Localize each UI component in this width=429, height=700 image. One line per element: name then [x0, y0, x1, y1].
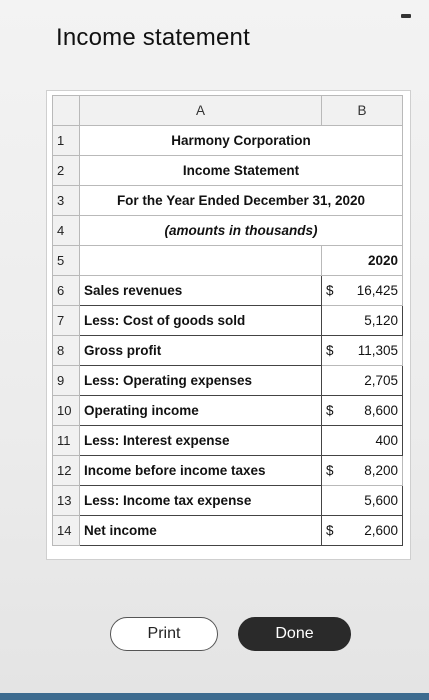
- row-number: 2: [53, 156, 80, 186]
- value-cell[interactable]: [322, 336, 403, 366]
- table-row: [53, 156, 403, 186]
- units-note-cell[interactable]: (amounts in thousands): [80, 216, 403, 246]
- table-row: [53, 516, 403, 546]
- amount: 8,200: [364, 463, 398, 478]
- table-row: [53, 366, 403, 396]
- dollar-sign: $: [326, 463, 334, 478]
- table-row: [53, 456, 403, 486]
- table-row: [53, 426, 403, 456]
- value-cell[interactable]: [322, 396, 403, 426]
- bottom-bar: [0, 693, 429, 700]
- value-cell[interactable]: [322, 276, 403, 306]
- dollar-sign: $: [326, 403, 334, 418]
- table-row: [53, 306, 403, 336]
- table-row: [53, 276, 403, 306]
- row-number: 8: [53, 336, 80, 366]
- label-cell[interactable]: Operating income: [80, 396, 322, 426]
- row-number: 14: [53, 516, 80, 546]
- row-number: 12: [53, 456, 80, 486]
- value-cell[interactable]: [322, 306, 403, 336]
- period-cell[interactable]: For the Year Ended December 31, 2020: [80, 186, 403, 216]
- row-number: 9: [53, 366, 80, 396]
- value-cell[interactable]: [322, 486, 403, 516]
- value-cell[interactable]: [322, 516, 403, 546]
- dollar-sign: $: [326, 283, 334, 298]
- row-number: 4: [53, 216, 80, 246]
- label-cell[interactable]: Gross profit: [80, 336, 322, 366]
- label-cell[interactable]: Income before income taxes: [80, 456, 322, 486]
- amount: 16,425: [356, 283, 398, 298]
- row-number: 10: [53, 396, 80, 426]
- row-number: 13: [53, 486, 80, 516]
- label-cell[interactable]: Sales revenues: [80, 276, 322, 306]
- amount: 8,600: [364, 403, 398, 418]
- label-cell[interactable]: Less: Interest expense: [80, 426, 322, 456]
- amount: 2,600: [364, 523, 398, 538]
- dollar-sign: $: [326, 343, 334, 358]
- table-row: [53, 396, 403, 426]
- amount: 5,600: [364, 493, 398, 508]
- label-cell[interactable]: Less: Cost of goods sold: [80, 306, 322, 336]
- label-cell[interactable]: Net income: [80, 516, 322, 546]
- row-number: 7: [53, 306, 80, 336]
- spreadsheet-table: [52, 95, 403, 546]
- row-number: 1: [53, 126, 80, 156]
- label-cell[interactable]: Less: Operating expenses: [80, 366, 322, 396]
- table-row: [53, 486, 403, 516]
- statement-title-cell[interactable]: Income Statement: [80, 156, 403, 186]
- done-button[interactable]: Done: [238, 617, 351, 651]
- spreadsheet-panel: [46, 90, 411, 560]
- company-name-cell[interactable]: Harmony Corporation: [80, 126, 403, 156]
- table-row: [53, 246, 403, 276]
- page-title: Income statement: [56, 24, 250, 51]
- year-header-cell[interactable]: 2020: [322, 246, 403, 276]
- value-cell[interactable]: [322, 366, 403, 396]
- value-cell[interactable]: [322, 456, 403, 486]
- corner-cell: [53, 96, 80, 126]
- column-header-b: B: [322, 96, 403, 126]
- value-cell[interactable]: [322, 426, 403, 456]
- column-header-a: A: [80, 96, 322, 126]
- table-row: [53, 216, 403, 246]
- row-number: 6: [53, 276, 80, 306]
- amount: 2,705: [364, 373, 398, 388]
- amount: 11,305: [357, 343, 398, 358]
- label-cell[interactable]: Less: Income tax expense: [80, 486, 322, 516]
- column-header-row: [53, 96, 403, 126]
- row-number: 3: [53, 186, 80, 216]
- row-number: 5: [53, 246, 80, 276]
- minimize-icon[interactable]: [401, 14, 411, 18]
- table-row: [53, 186, 403, 216]
- print-button[interactable]: Print: [110, 617, 218, 651]
- amount: 400: [375, 433, 398, 448]
- dollar-sign: $: [326, 523, 334, 538]
- row-number: 11: [53, 426, 80, 456]
- amount: 5,120: [364, 313, 398, 328]
- table-row: [53, 336, 403, 366]
- cell-a5[interactable]: [80, 246, 322, 276]
- table-row: [53, 126, 403, 156]
